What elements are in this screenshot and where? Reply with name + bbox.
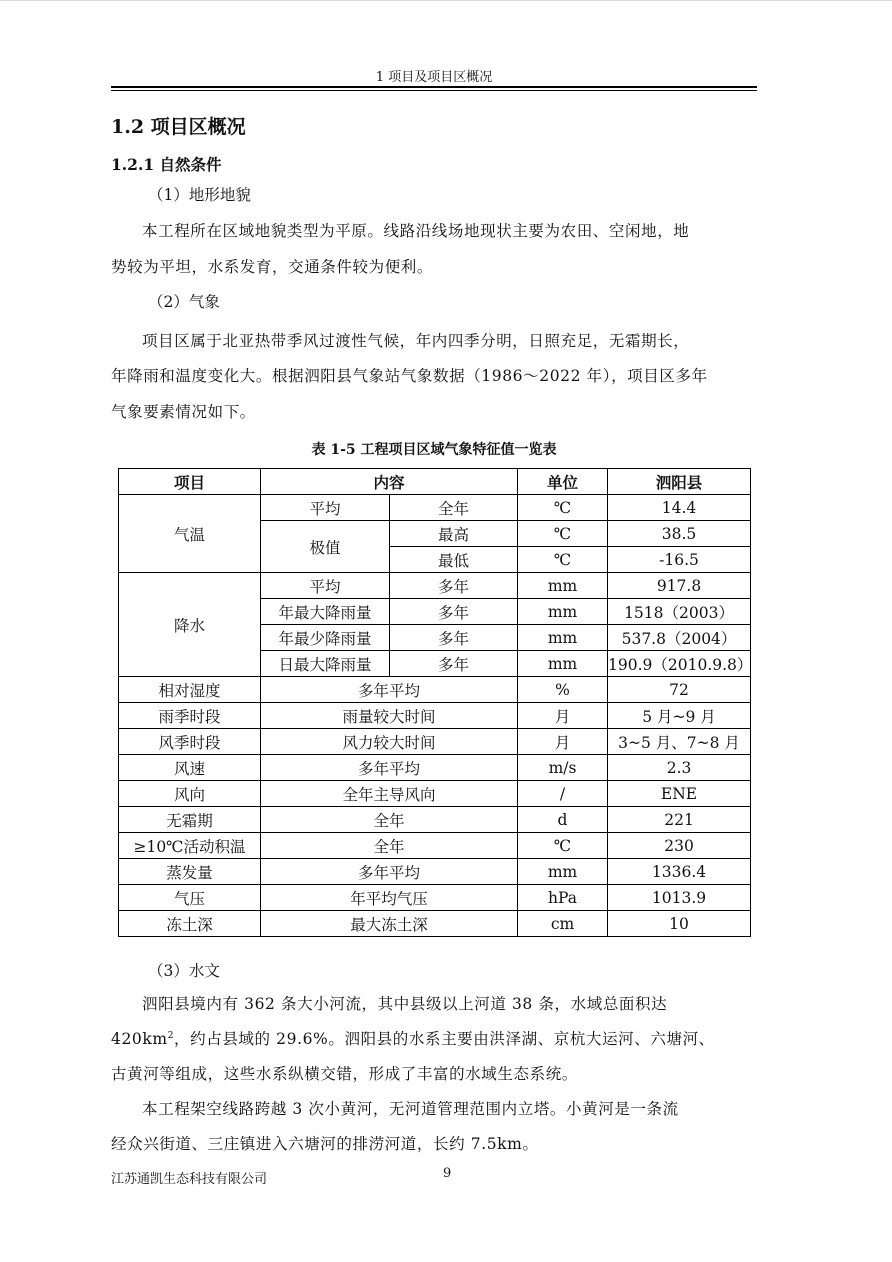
table-row [119, 885, 751, 911]
row-item: 相对湿度 [119, 677, 261, 703]
row-unit: 月 [518, 703, 608, 729]
row-content: 年平均气压 [261, 885, 518, 911]
row-unit: % [518, 677, 608, 703]
precip-unit: mm [518, 625, 608, 651]
hydrology-line-2 [111, 1027, 757, 1049]
table-row [119, 781, 751, 807]
hydrology-heading: （3）水文 [148, 962, 220, 980]
row-content: 雨量较大时间 [261, 703, 518, 729]
row-unit: ℃ [518, 833, 608, 859]
header-item: 项目 [119, 469, 261, 495]
precip-b: 多年 [390, 625, 518, 651]
climate-line-2: 年降雨和温度变化大。根据泗阳县气象站气象数据（1986～2022 年），项目区多年 [111, 367, 708, 385]
temp-extreme: 极值 [261, 521, 390, 573]
row-unit: m/s [518, 755, 608, 781]
header-content: 内容 [261, 469, 518, 495]
precip-unit: mm [518, 599, 608, 625]
row-unit: hPa [518, 885, 608, 911]
temp-avg-scope: 全年 [390, 495, 518, 521]
row-unit: / [518, 781, 608, 807]
terrain-line-2: 势较为平坦，水系发育，交通条件较为便利。 [111, 258, 434, 276]
row-item: 风速 [119, 755, 261, 781]
temp-max-value: 38.5 [608, 521, 751, 547]
temp-max-unit: ℃ [518, 521, 608, 547]
row-item: 风向 [119, 781, 261, 807]
table-row [119, 807, 751, 833]
row-item: 冻土深 [119, 911, 261, 937]
area-superscript: 2 [167, 1030, 175, 1041]
page-top-border [0, 0, 892, 1]
hydrology-line-2-rest: ，约占县域的 29.6%。泗阳县的水系主要由洪泽湖、京杭大运河、六塘河、 [174, 1030, 715, 1048]
row-content: 风力较大时间 [261, 729, 518, 755]
hydrology-line-3: 古黄河等组成，这些水系纵横交错，形成了丰富的水域生态系统。 [111, 1065, 578, 1083]
temp-avg-value: 14.4 [608, 495, 751, 521]
row-unit: mm [518, 859, 608, 885]
row-content: 多年平均 [261, 755, 518, 781]
temp-avg-unit: ℃ [518, 495, 608, 521]
temp-max: 最高 [390, 521, 518, 547]
table-row [119, 573, 751, 599]
table-caption: 表 1-5 工程项目区域气象特征值一览表 [311, 442, 557, 458]
row-item: 气压 [119, 885, 261, 911]
table-row [119, 495, 751, 521]
table-row [119, 859, 751, 885]
climate-line-3: 气象要素情况如下。 [111, 403, 256, 421]
terrain-line-1: 本工程所在区域地貌类型为平原。线路沿线场地现状主要为农田、空闲地，地 [142, 222, 690, 240]
table-header-row [119, 469, 751, 495]
row-item: ≥10℃活动积温 [119, 833, 261, 859]
precip-value: 917.8 [608, 573, 751, 599]
footer-company: 江苏通凯生态科技有限公司 [111, 1172, 268, 1187]
row-content: 多年平均 [261, 677, 518, 703]
row-value: ENE [608, 781, 751, 807]
row-value: 230 [608, 833, 751, 859]
precip-b: 多年 [390, 599, 518, 625]
row-content: 最大冻土深 [261, 911, 518, 937]
row-unit: cm [518, 911, 608, 937]
temp-min: 最低 [390, 547, 518, 573]
table-row [119, 703, 751, 729]
precip-value: 537.8（2004） [608, 625, 751, 651]
precip-label: 降水 [119, 573, 261, 677]
precip-b: 多年 [390, 573, 518, 599]
header-rule-thin [111, 90, 757, 91]
row-content: 全年 [261, 807, 518, 833]
subsection-title: 1.2.1 自然条件 [111, 155, 222, 174]
climate-line-1: 项目区属于北亚热带季风过渡性气候，年内四季分明，日照充足，无霜期长， [142, 332, 690, 350]
precip-a: 日最大降雨量 [261, 651, 390, 677]
page-number: 9 [443, 1166, 452, 1181]
row-item: 风季时段 [119, 729, 261, 755]
header-value: 泗阳县 [608, 469, 751, 495]
table-row [119, 729, 751, 755]
temp-min-value: -16.5 [608, 547, 751, 573]
row-content: 多年平均 [261, 859, 518, 885]
row-value: 5 月~9 月 [608, 703, 751, 729]
row-value: 72 [608, 677, 751, 703]
row-item: 雨季时段 [119, 703, 261, 729]
table-row [119, 677, 751, 703]
header-unit: 单位 [518, 469, 608, 495]
header-rule-thick [111, 86, 757, 88]
hydrology-line-5: 经众兴街道、三庄镇进入六塘河的排涝河道，长约 7.5km。 [111, 1135, 539, 1153]
running-header: 1 项目及项目区概况 [375, 70, 493, 85]
precip-a: 平均 [261, 573, 390, 599]
hydrology-line-4: 本工程架空线路跨越 3 次小黄河，无河道管理范围内立塔。小黄河是一条流 [142, 1100, 679, 1118]
hydrology-line-1: 泗阳县境内有 362 条大小河流，其中县级以上河道 38 条，水域总面积达 [142, 995, 668, 1013]
table-row [119, 833, 751, 859]
row-unit: 月 [518, 729, 608, 755]
row-value: 1336.4 [608, 859, 751, 885]
terrain-heading: （1）地形地貌 [148, 186, 251, 204]
precip-unit: mm [518, 651, 608, 677]
precip-unit: mm [518, 573, 608, 599]
row-unit: d [518, 807, 608, 833]
row-content: 全年主导风向 [261, 781, 518, 807]
table-row [119, 755, 751, 781]
temp-avg: 平均 [261, 495, 390, 521]
section-title: 1.2 项目区概况 [111, 116, 246, 138]
temp-label: 气温 [119, 495, 261, 573]
row-item: 蒸发量 [119, 859, 261, 885]
row-value: 2.3 [608, 755, 751, 781]
temp-min-unit: ℃ [518, 547, 608, 573]
precip-a: 年最大降雨量 [261, 599, 390, 625]
row-value: 1013.9 [608, 885, 751, 911]
row-value: 10 [608, 911, 751, 937]
precip-value: 190.9（2010.9.8） [608, 651, 751, 677]
row-item: 无霜期 [119, 807, 261, 833]
precip-a: 年最少降雨量 [261, 625, 390, 651]
climate-table [118, 468, 751, 937]
area-value: 420km [111, 1030, 168, 1048]
row-value: 3~5 月、7~8 月 [608, 729, 751, 755]
row-content: 全年 [261, 833, 518, 859]
table-row [119, 911, 751, 937]
precip-value: 1518（2003） [608, 599, 751, 625]
precip-b: 多年 [390, 651, 518, 677]
row-value: 221 [608, 807, 751, 833]
climate-heading: （2）气象 [148, 293, 220, 311]
